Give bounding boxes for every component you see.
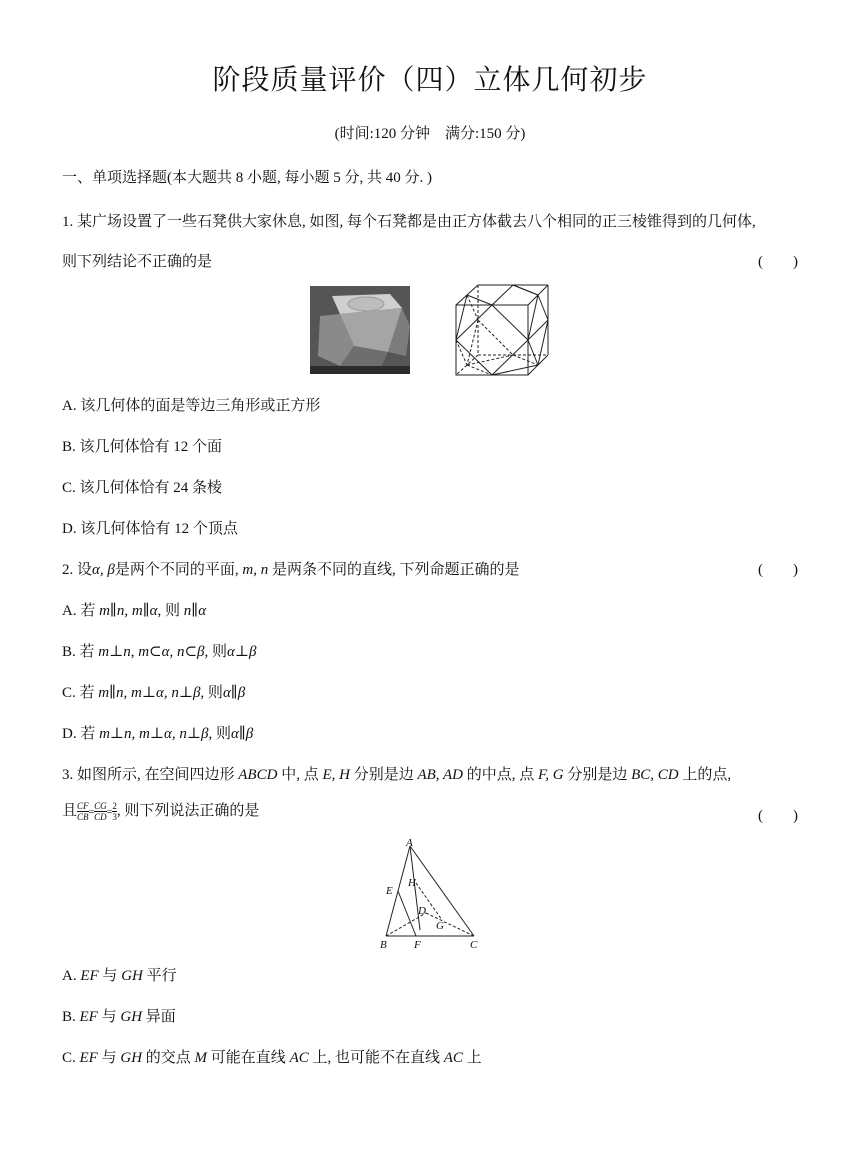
q2-b-then: , 则 [204,644,228,660]
q1-option-d: D. 该几何体恰有 12 个顶点 [62,521,238,537]
q2-d-cond: m⊥n, m⊥α, n⊥β [99,726,209,742]
q1-answer-paren: ( ) [758,254,798,270]
q2-option-d [62,722,253,743]
q3-frac1-den: CB [77,812,89,823]
q3-text4: 的中点, 点 [463,767,539,783]
label-h: H [408,877,416,889]
q1-stem-line1: 1. 某广场设置了一些石凳供大家休息, 如图, 每个石凳都是由正方体截去八个相同的正三棱锥得到的几何体, [62,214,756,230]
q3-c-m: M [194,1050,208,1066]
q3-fg: F, G [538,767,564,783]
q3-bc-cd: BC, CD [631,767,679,783]
page-subtitle: (时间:120 分钟 满分:150 分) [334,126,526,142]
q3-b-prefix: B. [62,1009,80,1025]
tetrahedron-figure [376,838,486,954]
q2-text2: 是两条不同的直线, 下列命题正确的是 [268,562,520,578]
q3-a-ef: EF [80,968,99,984]
q2-d-result: α∥β [230,726,254,742]
label-f: F [414,939,421,951]
cuboctahedron-figure [452,283,552,379]
q2-a-cond: m∥n, m∥α [99,603,158,619]
q3-c-ef: EF [79,1050,98,1066]
q2-a-then: , 则 [157,603,184,619]
q2-d-then: , 则 [208,726,231,742]
q3-c-prefix: C. [62,1050,80,1066]
q2-d-prefix: D. 若 [62,726,100,742]
q3-c-and: 与 [97,1050,121,1066]
q3-b-rel: 异面 [142,1009,176,1025]
q3-a-prefix: A. [62,968,81,984]
q3-text3: 分别是边 [349,767,418,783]
q3-text6: 上的点, [678,767,732,783]
q2-c-cond: m∥n, m⊥α, n⊥β [98,685,201,701]
q3-eh: E, H [322,767,350,783]
label-d: D [418,905,426,917]
q2-option-c [62,681,245,702]
q2-stem [62,558,520,579]
q2-c-then: , 则 [200,685,223,701]
q3-abcd: ABCD [238,767,278,783]
q3-frac3-num: 2 [112,801,117,812]
q3-frac-cf-cb [77,801,89,822]
q3-a-rel: 平行 [142,968,177,984]
q3-b-gh: GH [120,1009,143,1025]
q2-c-prefix: C. 若 [62,685,99,701]
stone-stool-photo [310,286,410,374]
label-a: A [406,838,413,849]
segment-ef [398,891,416,936]
label-g: G [436,920,444,932]
q2-text1: 是两个不同的平面, [114,562,243,578]
q3-frac3-den: 3 [112,812,117,823]
q3-option-b [62,1005,176,1026]
q3-c-gh: GH [120,1050,143,1066]
q2-b-result: α⊥β [227,644,257,660]
label-b: B [380,939,387,951]
section-heading: 一、单项选择题(本大题共 8 小题, 每小题 5 分, 共 40 分. ) [62,170,432,186]
q3-c-text3: 可能在直线 [207,1050,290,1066]
q2-b-cond: m⊥n, m⊂α, n⊂β [98,644,205,660]
q1-option-b: B. 该几何体恰有 12 个面 [62,439,223,455]
q2-option-a [62,599,206,620]
q3-frac2-den: CD [94,812,107,823]
q3-ab-ad: AB, AD [417,767,464,783]
q1-stem-line2: 则下列结论不正确的是 [62,254,213,270]
q3-frac1-num: CF [77,801,89,812]
q3-option-a [62,964,177,985]
q2-b-prefix: B. 若 [62,644,99,660]
q3-eq1: = [88,807,95,818]
q3-frac2-num: CG [94,801,107,812]
q3-c-ac2: AC [443,1050,463,1066]
q3-a-and: 与 [98,968,122,984]
q2-a-result: n∥α [183,603,207,619]
q3-text7: , 则下列说法正确的是 [116,803,260,819]
q1-option-a: A. 该几何体的面是等边三角形或正方形 [62,398,321,414]
q3-a-gh: GH [121,968,143,984]
q3-option-c [62,1046,482,1067]
q3-frac-cg-cd [94,801,107,822]
q3-stem-line1 [62,763,731,784]
q3-c-text4: 上, 也可能不在直线 [308,1050,444,1066]
q2-a-prefix: A. 若 [62,603,100,619]
q2-num: 2. 设 [62,562,93,578]
q2-alpha-beta: α, β [92,562,115,578]
q3-stem-line2 [62,799,259,822]
q3-answer-paren: ( ) [758,808,798,824]
q3-c-text2: 的交点 [142,1050,195,1066]
q3-c-text5: 上 [462,1050,482,1066]
q3-text1: 3. 如图所示, 在空间四边形 [62,767,239,783]
page-title: 阶段质量评价（四）立体几何初步 [212,63,648,96]
edge-dc [426,913,474,936]
label-c: C [470,939,478,951]
label-e: E [386,885,393,897]
q2-answer-paren: ( ) [758,562,798,578]
q3-text2: 中, 点 [277,767,323,783]
q3-c-ac1: AC [289,1050,309,1066]
q3-text5: 分别是边 [563,767,632,783]
q2-c-result: α∥β [222,685,246,701]
q3-b-and: 与 [97,1009,121,1025]
q1-option-c: C. 该几何体恰有 24 条棱 [62,480,223,496]
q2-mn: m, n [242,562,269,578]
q3-eq2: = [106,807,113,818]
q3-b-ef: EF [79,1009,98,1025]
q3-and: 且 [62,803,78,819]
q2-option-b [62,640,257,661]
